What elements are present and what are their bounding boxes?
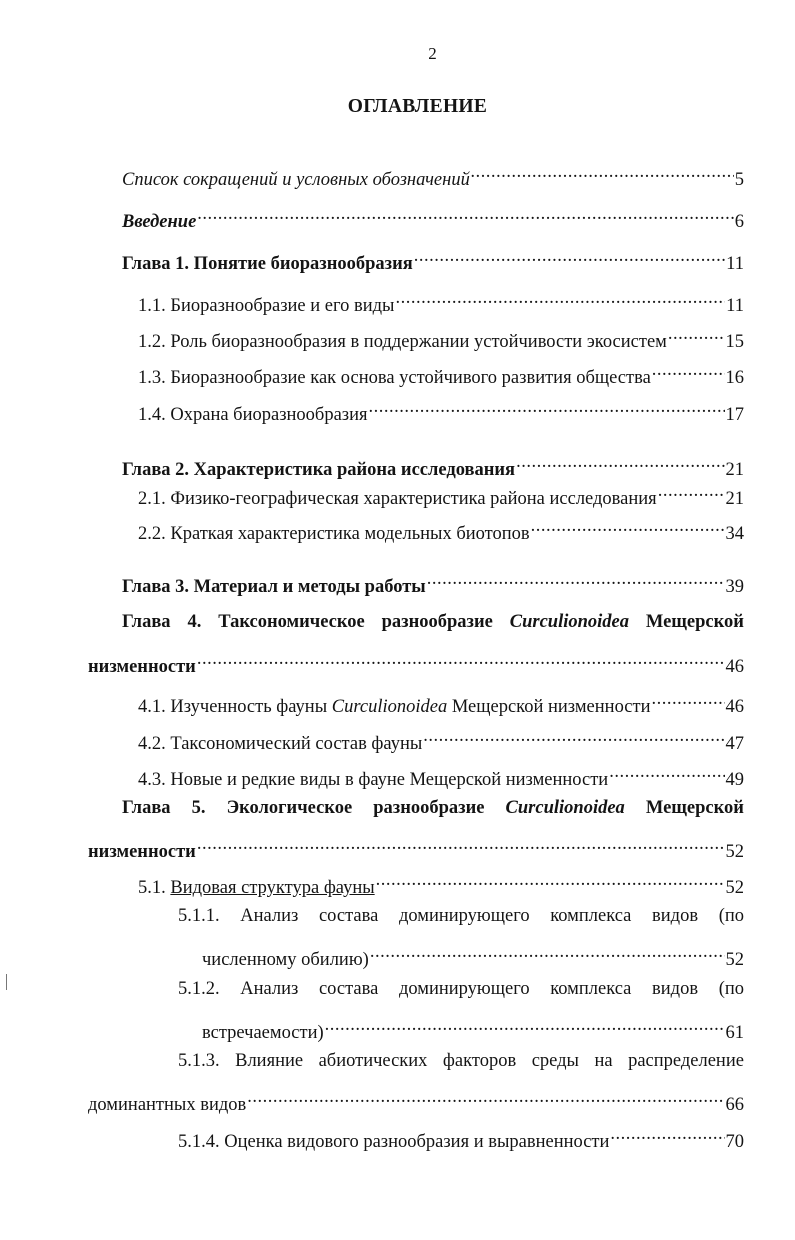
toc-entry-title: 1.4. Охрана биоразнообразия (138, 405, 368, 425)
page-title: ОГЛАВЛЕНИЕ (347, 96, 488, 117)
leader-dots (197, 201, 733, 227)
toc-entry-introduction[interactable] (122, 201, 744, 232)
toc-entry-page: 66 (725, 1095, 744, 1115)
word: видов (652, 906, 699, 926)
toc-entry-title: 5.1.4. Оценка видового разнообразия и выравненности (178, 1132, 610, 1152)
leader-dots (376, 867, 725, 893)
toc-entry-title: 1.1. Биоразнообразие и его виды (138, 296, 395, 316)
toc-entry-section-2-1[interactable] (138, 478, 744, 509)
toc-entry-title: доминантных видов (88, 1095, 247, 1115)
toc-entry-title: численному обилию) (202, 950, 369, 970)
word: Глава (122, 612, 171, 632)
toc-entry-section-5-1-2-line2[interactable] (202, 1012, 744, 1043)
toc-entry-page: 34 (725, 524, 744, 544)
toc-entry-page: 61 (725, 1023, 744, 1043)
toc-entry-section-5-1-2-line1[interactable] (178, 976, 744, 1002)
word: на (594, 1051, 613, 1071)
toc-entry-section-5-1-1-line1[interactable] (178, 903, 744, 929)
word: состава (318, 906, 379, 926)
toc-entry-page: 70 (725, 1132, 744, 1152)
toc-entry-page: 6 (734, 212, 744, 232)
toc-entry-title: Глава 1. Понятие биоразнообразия (122, 254, 413, 274)
leader-dots (427, 566, 725, 592)
toc-entry-title: низменности (88, 657, 196, 677)
word: Глава (122, 798, 171, 818)
word: среды (531, 1051, 579, 1071)
word: комплекса (550, 979, 632, 999)
toc-entry-title: 4.2. Таксономический состав фауны (138, 734, 423, 754)
word: (по (718, 906, 744, 926)
toc-entry-title: встречаемости) (202, 1023, 324, 1043)
toc-entry-page: 52 (725, 842, 744, 862)
taxon-name: Curculionoidea (331, 697, 448, 717)
leader-dots (658, 478, 725, 504)
word: состава (318, 979, 379, 999)
section-title: Видовая структура фауны (170, 878, 375, 898)
leader-dots (325, 1012, 725, 1038)
toc-entry-section-4-1[interactable] (138, 686, 744, 717)
leader-dots (471, 159, 734, 185)
toc-entry-chapter-4-line1[interactable] (122, 609, 744, 635)
word: Анализ (240, 906, 299, 926)
toc-entry-title (138, 875, 375, 901)
section-number: 5.1. (138, 878, 171, 898)
word: Анализ (240, 979, 299, 999)
leader-dots (668, 321, 725, 347)
toc-entry-chapter-5-line1[interactable] (122, 795, 744, 821)
toc-entry-chapter-4-line2[interactable] (88, 646, 744, 677)
toc-entry-page: 47 (725, 734, 744, 754)
word: распределение (628, 1051, 744, 1071)
toc-entry-page: 17 (725, 405, 744, 425)
toc-entry-title: 2.1. Физико-географическая характеристика района исследования (138, 489, 657, 509)
word: доминирующего (398, 979, 530, 999)
word: доминирующего (398, 906, 530, 926)
toc-entry-section-1-3[interactable] (138, 357, 744, 388)
toc-entry-page: 11 (726, 254, 744, 274)
word: 5.1.3. (178, 1051, 220, 1071)
word: разнообразие (373, 798, 485, 818)
word: 5. (191, 798, 206, 818)
leader-dots (610, 1121, 724, 1147)
word: Влияние (235, 1051, 304, 1071)
leader-dots (516, 449, 724, 475)
word: разнообразие (381, 612, 493, 632)
word: Таксономическое (218, 612, 365, 632)
toc-entry-section-5-1-1-line2[interactable] (202, 939, 744, 970)
toc-entry-page: 46 (725, 657, 744, 677)
word: Экологическое (226, 798, 353, 818)
toc-entry-abbreviations[interactable] (122, 159, 744, 190)
toc-entry-section-1-4[interactable] (138, 394, 744, 425)
toc-entry-chapter-3[interactable] (122, 566, 744, 597)
toc-entry-title: Введение (122, 212, 197, 232)
word: факторов (442, 1051, 517, 1071)
toc-entry-title: Глава 3. Материал и методы работы (122, 577, 426, 597)
word: (по (718, 979, 744, 999)
word: Curculionoidea (505, 798, 625, 818)
toc-entry-section-4-2[interactable] (138, 723, 744, 754)
toc-entry-chapter-1[interactable] (122, 243, 744, 274)
toc-entry-section-5-1[interactable] (138, 867, 744, 898)
toc-entry-page: 15 (725, 332, 744, 352)
toc-entry-page: 5 (734, 170, 744, 190)
leader-dots (414, 243, 725, 269)
word: 5.1.2. (178, 979, 220, 999)
toc-entry-title: Глава 2. Характеристика района исследования (122, 460, 516, 480)
toc-entry-page: 16 (725, 368, 744, 388)
toc-entry-title: 2.2. Краткая характеристика модельных биотопов (138, 524, 530, 544)
word: Мещерской (645, 612, 744, 632)
word: видов (652, 979, 699, 999)
title-part: Мещерской низменности (447, 697, 651, 717)
toc-entry-title: низменности (88, 842, 196, 862)
toc-entry-chapter-5-line2[interactable] (88, 831, 744, 862)
leader-dots (531, 513, 725, 539)
word: абиотических (318, 1051, 428, 1071)
toc-entry-section-5-1-4[interactable] (178, 1121, 744, 1152)
leader-dots (369, 394, 725, 420)
word: Curculionoidea (509, 612, 629, 632)
toc-entry-section-1-1[interactable] (138, 285, 744, 316)
toc-entry-page: 39 (725, 577, 744, 597)
leader-dots (247, 1084, 724, 1110)
word: комплекса (550, 906, 632, 926)
toc-entry-page: 21 (725, 489, 744, 509)
title-part: 4.1. Изученность фауны (138, 697, 332, 717)
toc-entry-section-1-2[interactable] (138, 321, 744, 352)
word: Мещерской (645, 798, 744, 818)
leader-dots (423, 723, 724, 749)
leader-dots (197, 646, 725, 672)
leader-dots (370, 939, 725, 965)
toc-entry-section-4-3[interactable] (138, 759, 744, 790)
leader-dots (395, 285, 725, 311)
toc-entry-page: 52 (725, 878, 744, 898)
toc-entry-title: Список сокращений и условных обозначений (122, 170, 470, 190)
leader-dots (651, 686, 724, 712)
toc-entry-title: 4.3. Новые и редкие виды в фауне Мещерской низменности (138, 770, 609, 790)
toc-entry-section-5-1-3-line1[interactable] (178, 1048, 744, 1074)
leader-dots (197, 831, 725, 857)
page-number: 2 (428, 44, 437, 63)
leader-dots (652, 357, 725, 383)
word: 4. (187, 612, 202, 632)
word: 5.1.1. (178, 906, 220, 926)
leader-dots (609, 759, 724, 785)
toc-entry-section-5-1-3-line2[interactable] (88, 1084, 744, 1115)
toc-entry-section-2-2[interactable] (138, 513, 744, 544)
toc-entry-title (138, 694, 650, 720)
toc-entry-page: 49 (725, 770, 744, 790)
toc-entry-page: 46 (725, 697, 744, 717)
toc-entry-chapter-2[interactable] (122, 449, 744, 480)
toc-entry-title: 1.3. Биоразнообразие как основа устойчивого развития общества (138, 368, 651, 388)
toc-entry-title: 1.2. Роль биоразнообразия в поддержании устойчивости экосистем (138, 332, 667, 352)
toc-entry-page: 21 (725, 460, 744, 480)
scan-margin-mark (6, 974, 7, 990)
toc-entry-page: 52 (725, 950, 744, 970)
toc-entry-page: 11 (726, 296, 744, 316)
